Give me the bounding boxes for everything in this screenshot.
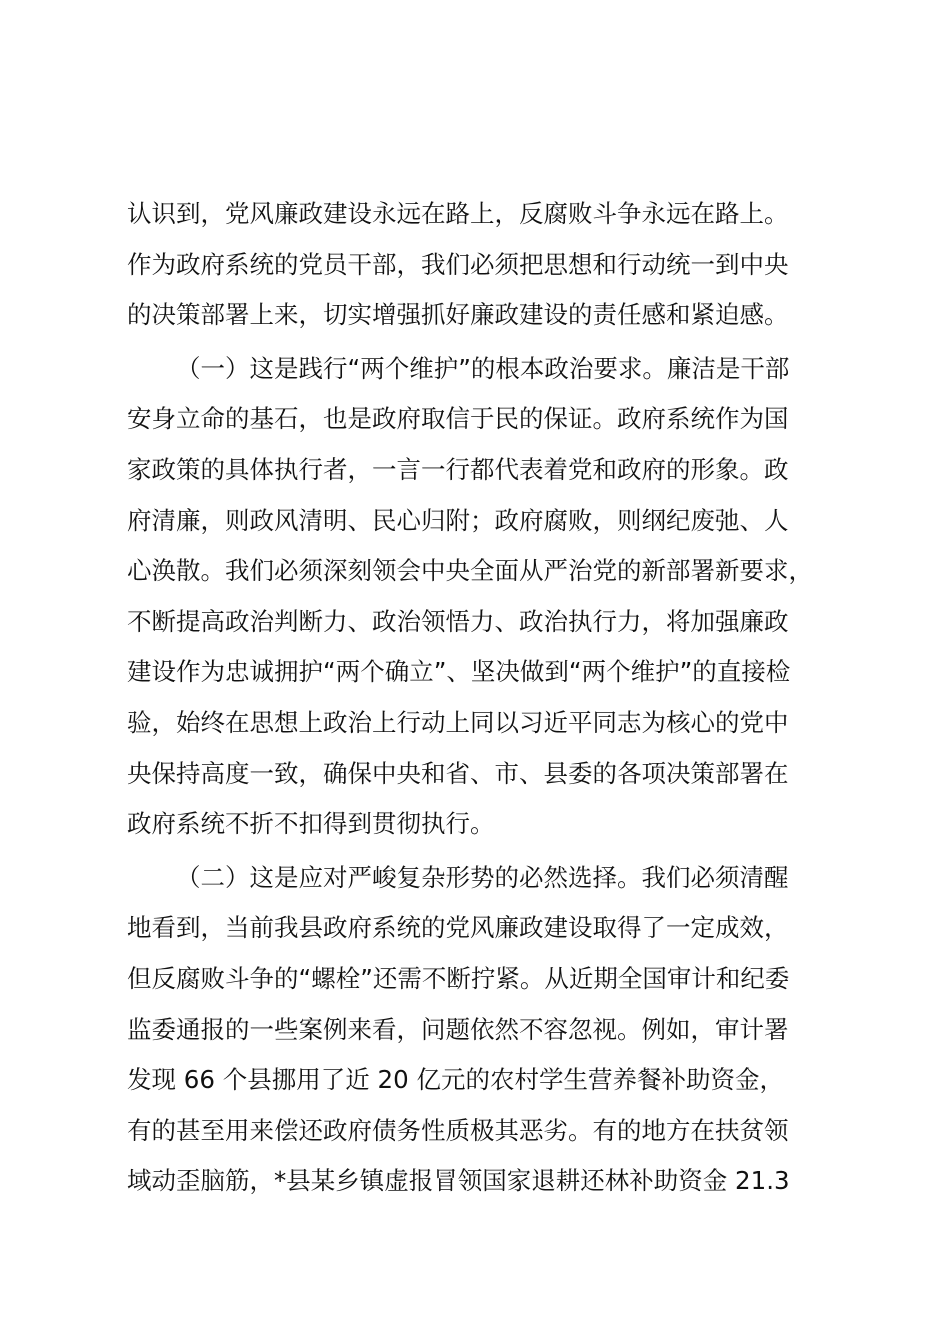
text-line: 有的甚至用来偿还政府债务性质极其恶劣。有的地方在扶贫领 bbox=[127, 1115, 789, 1145]
text-line: 央保持高度一致，确保中央和省、市、县委的各项决策部署在 bbox=[127, 758, 789, 788]
text-line: 地看到，当前我县政府系统的党风廉政建设取得了一定成效， bbox=[127, 913, 789, 943]
text-line: 认识到，党风廉政建设永远在路上，反腐败斗争永远在路上。 bbox=[127, 199, 789, 228]
text-line: 政府系统不折不扣得到贯彻执行。 bbox=[127, 809, 495, 839]
text-line: 心涣散。我们必须深刻领会中央全面从严治党的新部署新要求， bbox=[127, 556, 813, 586]
text-line: 不断提高政治判断力、政治领悟力、政治执行力，将加强廉政 bbox=[127, 606, 789, 636]
paragraph-1 bbox=[127, 189, 827, 341]
document-body bbox=[127, 189, 827, 1207]
paragraph-2 bbox=[127, 344, 827, 850]
text-line: 监委通报的一些案例来看，问题依然不容忽视。例如，审计署 bbox=[127, 1014, 789, 1044]
text-line: 建设作为忠诚拥护“两个确立”、坚决做到“两个维护”的直接检 bbox=[127, 657, 791, 687]
text-line: 验，始终在思想上政治上行动上同以习近平同志为核心的党中 bbox=[127, 707, 789, 737]
text-line: 但反腐败斗争的“螺栓”还需不断拧紧。从近期全国审计和纪委 bbox=[127, 963, 790, 993]
text-line: 的决策部署上来，切实增强抓好廉政建设的责任感和紧迫感。 bbox=[127, 300, 789, 330]
text-line-first-indented: （二）这是应对严峻复杂形势的必然选择。我们必须清醒 bbox=[176, 862, 789, 892]
text-line: 府清廉，则政风清明、民心归附；政府腐败，则纲纪废弛、人 bbox=[127, 505, 789, 535]
text-line: 发现 66 个县挪用了近 20 亿元的农村学生营养餐补助资金， bbox=[127, 1065, 784, 1095]
text-line-first-indented: （一）这是践行“两个维护”的根本政治要求。廉洁是干部 bbox=[176, 353, 790, 383]
text-line: 家政策的具体执行者，一言一行都代表着党和政府的形象。政 bbox=[127, 454, 789, 484]
text-line: 作为政府系统的党员干部，我们必须把思想和行动统一到中央 bbox=[127, 249, 789, 279]
text-line: 安身立命的基石，也是政府取信于民的保证。政府系统作为国 bbox=[127, 404, 789, 434]
paragraph-3 bbox=[127, 853, 827, 1207]
text-line: 域动歪脑筋，*县某乡镇虚报冒领国家退耕还林补助资金 21.3 bbox=[127, 1166, 790, 1196]
